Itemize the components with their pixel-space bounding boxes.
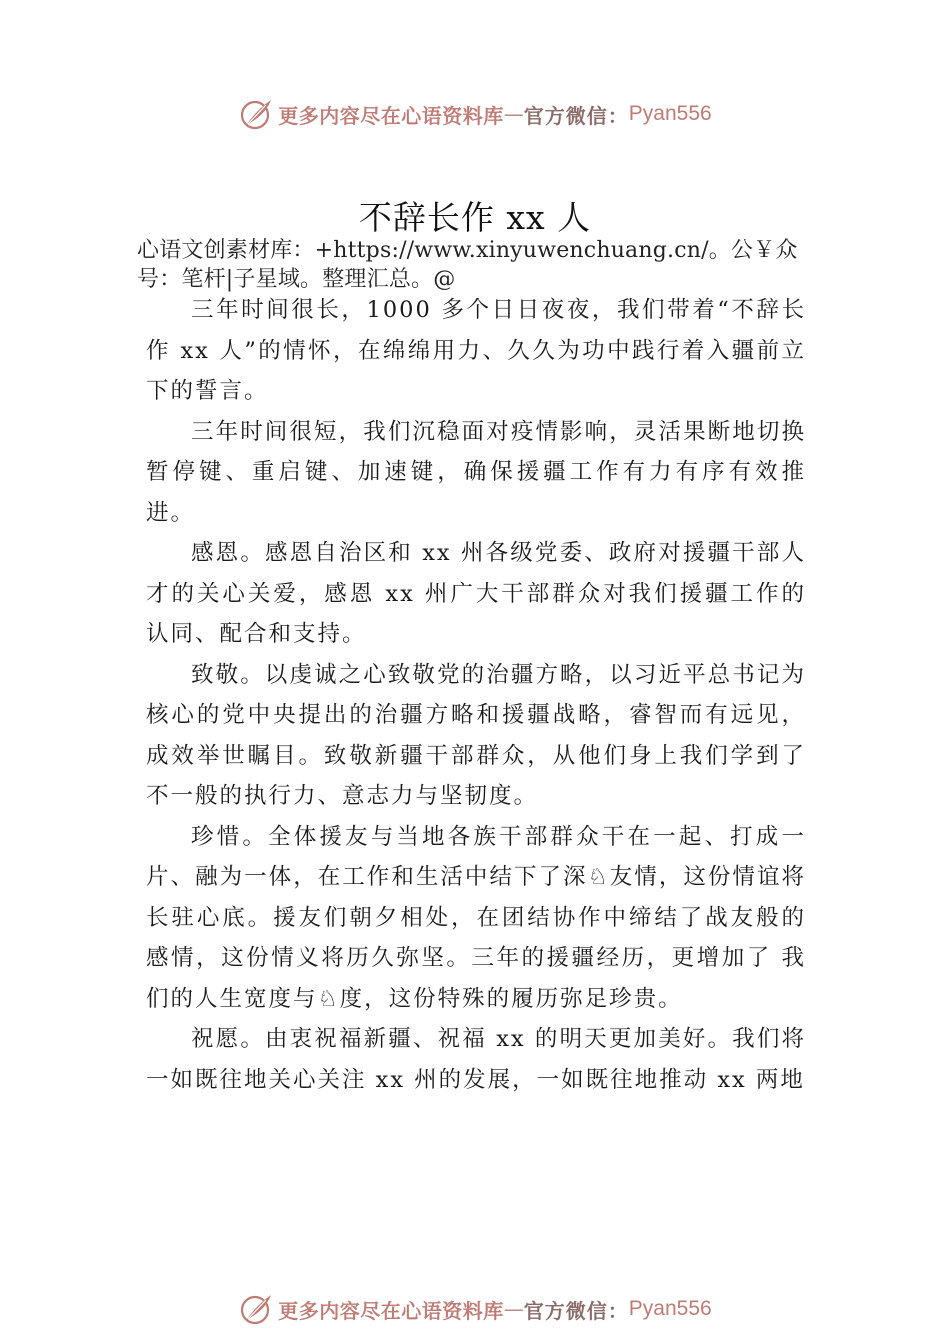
- paragraph: 祝愿。由衷祝福新疆、祝福 xx 的明天更加美好。我们将一如既往地关心关注 xx 州的发展，一如既往地推动 xx 两地: [146, 1026, 806, 1093]
- banner-dash: —: [503, 1297, 524, 1321]
- banner-library-text: 更多内容尽在心语资料库: [278, 103, 504, 128]
- banner-library-text: 更多内容尽在心语资料库: [278, 1298, 504, 1323]
- banner-dash: —: [503, 102, 524, 126]
- banner-wechat-id: Pyan556: [628, 1297, 712, 1320]
- quill-circle-logo-icon: [238, 1291, 274, 1327]
- header-banner: [0, 92, 950, 136]
- banner-wechat-label: 官方微信：: [523, 103, 629, 128]
- paragraph: 珍惜。全体援友与当地各族干部群众干在一起、打成一片、融为一体，在工作和生活中结下了深♘友情，这份情谊将长驻心底。援友们朝夕相处，在团结协作中缔结了战友般的感情，这份情义将历久弥坚。三年的援疆经历，更增加了 我们的人生宽度与♘度，这份特殊的履历弥足珍贵。: [146, 823, 806, 1012]
- paragraph: 致敬。以虔诚之心致敬党的治疆方略，以习近平总书记为核心的党中央提出的治疆方略和援疆战略，睿智而有远见，成效举世瞩目。致敬新疆干部群众，从他们身上我们学到了不一般的执行力、意志力与坚韧度。: [146, 661, 806, 809]
- paragraph: 三年时间很长，1000 多个日日夜夜，我们带着“不辞长作 xx 人”的情怀，在绵绵用力、久久为功中践行着入疆前立下的誓言。: [146, 297, 806, 404]
- banner-wechat-id: Pyan556: [628, 102, 712, 125]
- source-line: 心语文创素材库：+https://www.xinyuwenchuang.cn/。公￥众号：笔杆|子星域。整理汇总。@: [137, 238, 798, 292]
- quill-circle-logo-icon: [238, 96, 274, 132]
- footer-banner: [0, 1287, 950, 1331]
- banner-wechat-label: 官方微信：: [523, 1298, 629, 1323]
- paragraph: 感恩。感恩自治区和 xx 州各级党委、政府对援疆干部人才的关心关爱，感恩 xx 州广大干部群众对我们援疆工作的认同、配合和支持。: [146, 540, 806, 647]
- document-body: [146, 290, 806, 1100]
- document-title: 不辞长作 xx 人: [358, 198, 592, 237]
- paragraph: 三年时间很短，我们沉稳面对疫情影响，灵活果断地切换暂停键、重启键、加速键，确保援疆工作有力有序有效推进。: [146, 418, 806, 526]
